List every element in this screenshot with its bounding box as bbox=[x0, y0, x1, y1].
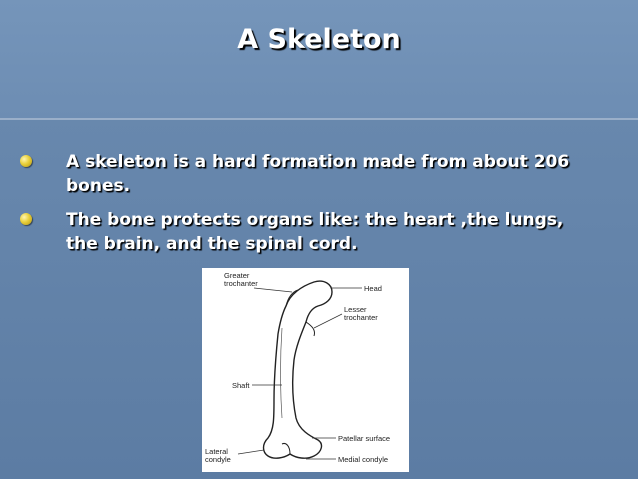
label-lateral-condyle: Lateral bbox=[205, 447, 228, 456]
label-head: Head bbox=[364, 284, 382, 293]
bullet-list bbox=[20, 150, 620, 266]
label-lesser-trochanter: Lesser bbox=[344, 305, 367, 314]
title-band bbox=[0, 0, 638, 118]
label-lesser-trochanter: trochanter bbox=[344, 313, 378, 322]
bullet-text: A skeleton is a hard formation made from about 206 bones. bbox=[66, 152, 570, 196]
femur-bone bbox=[264, 281, 333, 458]
label-greater-trochanter: Greater bbox=[224, 271, 250, 280]
lesser-trochanter-shape bbox=[306, 322, 315, 336]
bullet-item bbox=[20, 150, 620, 198]
label-lateral-condyle: condyle bbox=[205, 455, 231, 464]
label-shaft: Shaft bbox=[232, 381, 250, 390]
bullet-item bbox=[20, 208, 620, 256]
label-medial-condyle: Medial condyle bbox=[338, 455, 389, 464]
leader-line bbox=[314, 314, 342, 328]
femur-illustration bbox=[202, 268, 409, 472]
title-divider bbox=[0, 118, 638, 120]
label-greater-trochanter: trochanter bbox=[224, 279, 258, 288]
bullet-text: The bone protects organs like: the heart ,the lungs, the brain, and the spinal cord. bbox=[66, 210, 564, 254]
bullet-icon bbox=[20, 213, 32, 225]
leader-line bbox=[254, 288, 292, 292]
label-patellar-surface: Patellar surface bbox=[338, 434, 391, 443]
bullet-icon bbox=[20, 155, 32, 167]
leader-line bbox=[238, 450, 264, 454]
femur-diagram bbox=[202, 268, 409, 472]
slide-title: A Skeleton bbox=[237, 24, 401, 55]
